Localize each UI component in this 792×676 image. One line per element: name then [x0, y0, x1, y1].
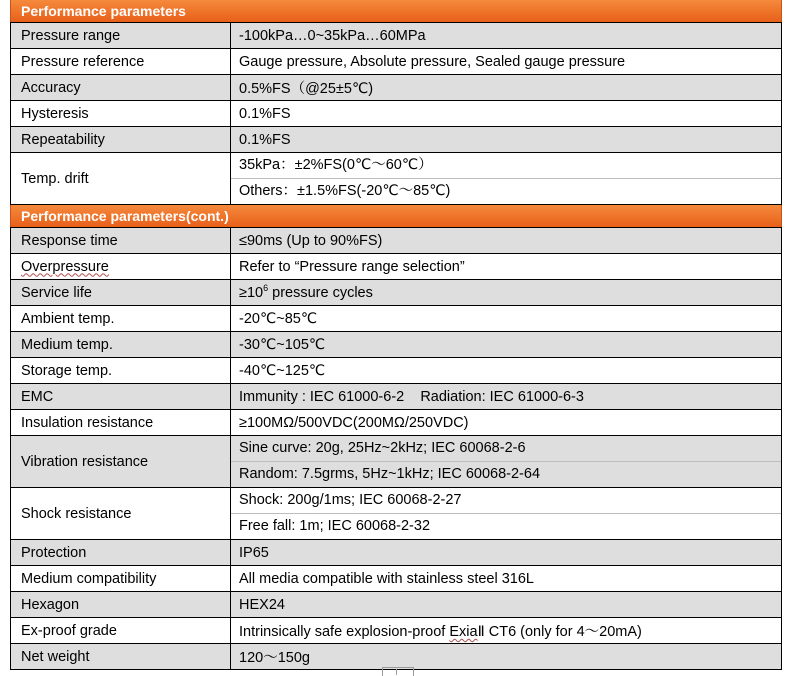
table-row: [11, 488, 782, 540]
value-line: Others：±1.5%FS(-20℃～85℃): [231, 178, 781, 204]
row-label: Shock resistance: [11, 488, 231, 540]
row-value: -30℃~105℃: [231, 332, 782, 358]
row-label: Overpressure: [21, 258, 109, 275]
row-label: Ex-proof grade: [11, 618, 231, 644]
section-header-performance: Performance parameters: [10, 0, 782, 22]
table-row: [11, 436, 782, 488]
row-value: IP65: [231, 540, 782, 566]
table-row: [11, 75, 782, 101]
row-value: HEX24: [231, 592, 782, 618]
row-label: Storage temp.: [11, 358, 231, 384]
section-header-performance-cont: Performance parameters(cont.): [10, 205, 782, 227]
value-mark: Exia: [449, 624, 478, 640]
row-label: Protection: [11, 540, 231, 566]
spec-sheet: [10, 0, 782, 670]
row-value: Gauge pressure, Absolute pressure, Sealed gauge pressure: [231, 49, 782, 75]
row-value: ≥100MΩ/500VDC(200MΩ/250VDC): [231, 410, 782, 436]
table-row: [11, 254, 782, 280]
value-prefix: Intrinsically safe explosion-proof: [239, 624, 450, 640]
row-label: Accuracy: [11, 75, 231, 101]
value-line: Free fall: 1m; IEC 60068-2-32: [231, 513, 781, 539]
row-label: EMC: [11, 384, 231, 410]
table-row: [11, 127, 782, 153]
row-value: 0.1%FS: [231, 127, 782, 153]
table-row: [11, 101, 782, 127]
table-row: [11, 384, 782, 410]
row-value: -40℃~125℃: [231, 358, 782, 384]
row-label: Response time: [11, 228, 231, 254]
table-row: [11, 540, 782, 566]
value-prefix: ≥10: [239, 284, 264, 301]
value-line: Shock: 200g/1ms; IEC 60068-2-27: [239, 492, 462, 508]
row-label: Hysteresis: [11, 101, 231, 127]
row-label: Pressure range: [11, 23, 231, 49]
row-value-multiline: [231, 153, 782, 205]
table-row: [11, 280, 782, 306]
row-value-cell: [231, 280, 782, 306]
value-line: 35kPa：±2%FS(0℃～60℃）: [239, 157, 433, 173]
row-label: Pressure reference: [11, 49, 231, 75]
row-value: Immunity : IEC 61000-6-2 Radiation: IEC 61000-6-3: [231, 384, 782, 410]
row-value-multiline: [231, 488, 782, 540]
row-value-multiline: [231, 436, 782, 488]
value-suffix: Ⅱ CT6 (only for 4～20mA): [477, 624, 642, 640]
row-label: Vibration resistance: [11, 436, 231, 488]
row-value-cell: [231, 618, 782, 644]
row-label-cell: [11, 254, 231, 280]
row-value: 0.1%FS: [231, 101, 782, 127]
performance-cont-table: [10, 227, 782, 670]
row-label: Service life: [11, 280, 231, 306]
table-row: [11, 49, 782, 75]
table-row: [11, 228, 782, 254]
row-label: Medium temp.: [11, 332, 231, 358]
row-label: Temp. drift: [11, 153, 231, 205]
table-row: [11, 153, 782, 205]
table-row: [11, 332, 782, 358]
value-exponent: 6: [263, 282, 269, 293]
table-row: [11, 644, 782, 670]
table-row: [11, 618, 782, 644]
row-value: 120～150g: [231, 644, 782, 670]
row-label: Medium compatibility: [11, 566, 231, 592]
row-label: Ambient temp.: [11, 306, 231, 332]
row-value: Refer to “Pressure range selection”: [231, 254, 782, 280]
row-value: All media compatible with stainless steel 316L: [231, 566, 782, 592]
row-label: Hexagon: [11, 592, 231, 618]
row-value: -20℃~85℃: [231, 306, 782, 332]
table-row: [11, 306, 782, 332]
page-edge-tick: [396, 669, 397, 675]
table-row: [11, 358, 782, 384]
row-label: Insulation resistance: [11, 410, 231, 436]
table-row: [11, 592, 782, 618]
value-line: Sine curve: 20g, 25Hz~2kHz; IEC 60068-2-6: [239, 440, 526, 456]
row-value: ≤90ms (Up to 90%FS): [231, 228, 782, 254]
value-line: Random: 7.5grms, 5Hz~1kHz; IEC 60068-2-64: [231, 461, 781, 487]
row-label: Net weight: [11, 644, 231, 670]
value-suffix: pressure cycles: [268, 284, 373, 301]
table-row: [11, 23, 782, 49]
table-row: [11, 410, 782, 436]
performance-table: [10, 22, 782, 205]
row-value: 0.5%FS（@25±5℃): [231, 75, 782, 101]
row-label: Repeatability: [11, 127, 231, 153]
table-row: [11, 566, 782, 592]
row-value: -100kPa…0~35kPa…60MPa: [231, 23, 782, 49]
